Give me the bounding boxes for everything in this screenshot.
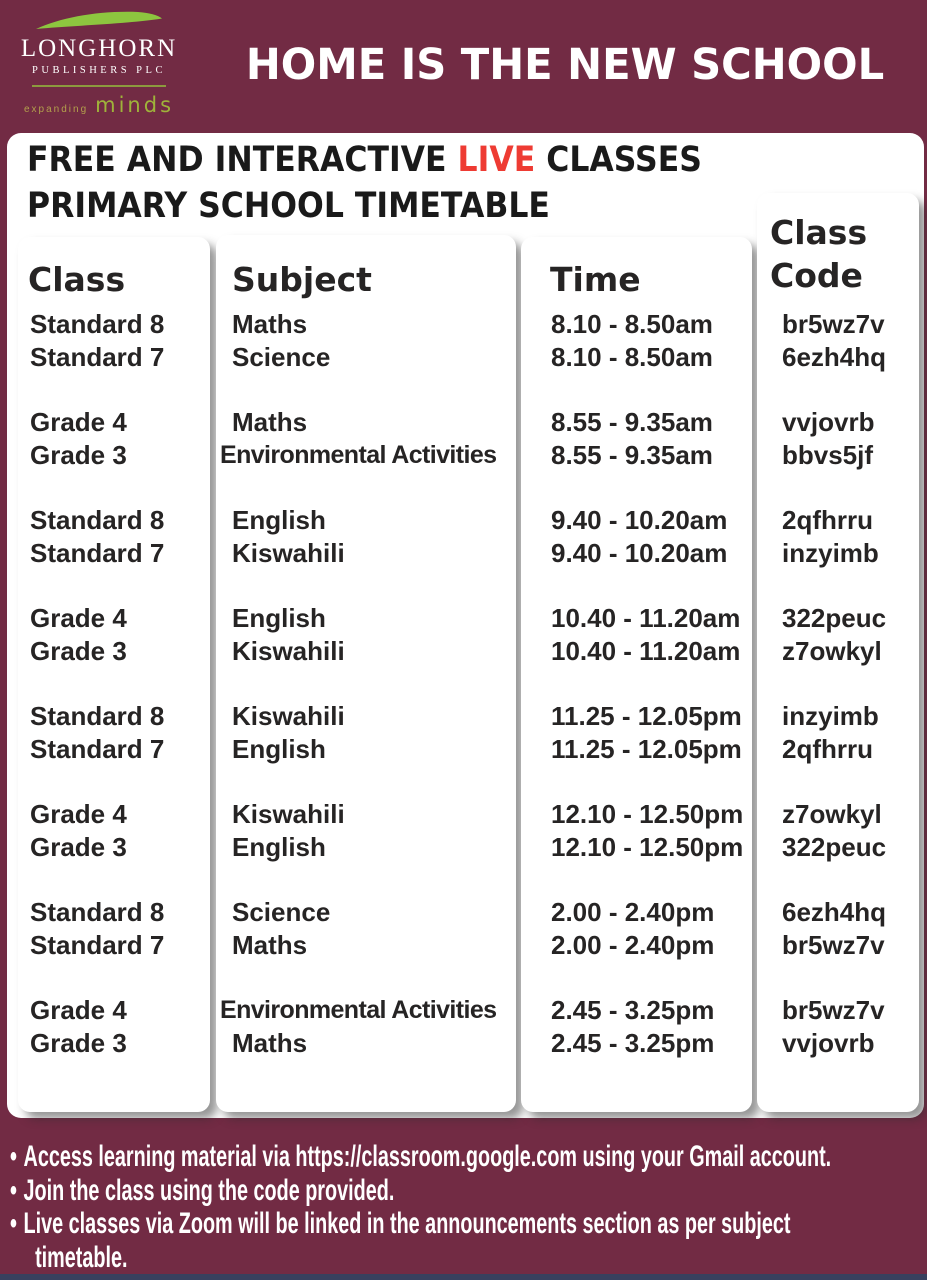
timetable-group <box>757 896 919 961</box>
table-cell-subject: Maths <box>232 309 308 339</box>
timetable-group <box>216 700 516 765</box>
subject-column-card <box>216 235 516 1112</box>
timetable-group <box>757 994 919 1059</box>
timetable-group <box>216 602 516 667</box>
table-cell-subject: Kiswahili <box>232 799 345 829</box>
subject-column-body <box>216 308 516 1059</box>
table-cell-code: 6ezh4hq <box>782 897 887 927</box>
timetable-group <box>216 994 516 1059</box>
table-cell-time: 2.00 - 2.40pm <box>551 897 715 927</box>
table-cell-class: Standard 8 <box>30 701 165 731</box>
timetable-group <box>18 994 210 1059</box>
table-cell-code: inzyimb <box>782 701 879 731</box>
timetable-group <box>757 602 919 667</box>
table-cell-time: 2.45 - 3.25pm <box>551 1027 715 1058</box>
class-column-body <box>18 308 210 1059</box>
timetable-group <box>757 308 919 373</box>
timetable-group <box>757 504 919 569</box>
table-cell-code: z7owkyl <box>782 635 882 666</box>
logo-tagline <box>18 93 180 117</box>
table-cell-code: 2qfhrru <box>782 733 873 764</box>
class-column-header: Class <box>28 260 126 299</box>
logo-divider <box>32 85 166 87</box>
timetable-group <box>757 700 919 765</box>
timetable-group <box>18 308 210 373</box>
table-cell-code: br5wz7v <box>782 929 885 960</box>
table-cell-subject: Maths <box>232 407 308 437</box>
table-cell-subject: English <box>232 603 326 633</box>
table-cell-time: 10.40 - 11.20am <box>551 603 741 633</box>
table-cell-code: 2qfhrru <box>782 505 873 535</box>
table-cell-code: 322peuc <box>782 831 887 862</box>
table-cell-code: z7owkyl <box>782 799 882 829</box>
timetable-group <box>18 602 210 667</box>
table-cell-time: 12.10 - 12.50pm <box>551 799 744 829</box>
timetable-group <box>521 406 752 471</box>
table-cell-time: 12.10 - 12.50pm <box>551 831 744 862</box>
table-cell-class: Grade 4 <box>30 799 127 829</box>
footer-bullet-line: • Join the class using the code provided. <box>10 1173 395 1207</box>
timetable-group <box>216 406 516 471</box>
table-cell-subject: English <box>232 831 326 862</box>
table-cell-subject: Environmental Activities <box>220 996 497 1024</box>
timetable-group <box>216 896 516 961</box>
timetable-group <box>18 798 210 863</box>
table-cell-subject: Kiswahili <box>232 635 345 666</box>
table-cell-class: Standard 7 <box>30 341 165 372</box>
table-cell-subject: Kiswahili <box>232 537 345 568</box>
table-cell-class: Grade 3 <box>30 831 127 862</box>
table-cell-code: br5wz7v <box>782 995 885 1025</box>
class-code-column-body <box>757 308 919 1059</box>
timetable-group <box>18 406 210 471</box>
table-cell-code: vvjovrb <box>782 407 875 437</box>
table-cell-class: Standard 8 <box>30 309 165 339</box>
timetable-group <box>757 406 919 471</box>
table-cell-class: Grade 3 <box>30 1027 127 1058</box>
table-cell-code: br5wz7v <box>782 309 885 339</box>
bottom-accent-bar <box>0 1274 927 1280</box>
footer-continuation-line: timetable. <box>35 1240 128 1274</box>
time-column-card <box>521 237 752 1112</box>
content-panel <box>7 133 924 1118</box>
table-cell-class: Grade 4 <box>30 603 127 633</box>
leaf-swoosh-icon <box>34 10 164 30</box>
timetable-group <box>521 504 752 569</box>
logo-brand-subtitle: PUBLISHERS PLC <box>32 65 166 77</box>
longhorn-logo <box>18 10 180 117</box>
time-column-header: Time <box>550 260 641 299</box>
table-cell-time: 2.45 - 3.25pm <box>551 995 715 1025</box>
timetable-group <box>18 896 210 961</box>
timetable-group <box>18 700 210 765</box>
table-cell-code: inzyimb <box>782 537 879 568</box>
table-cell-code: 322peuc <box>782 603 887 633</box>
table-cell-time: 8.10 - 8.50am <box>551 309 713 339</box>
table-cell-time: 11.25 - 12.05pm <box>551 701 742 731</box>
timetable-group <box>521 896 752 961</box>
tagline-minds: minds <box>95 93 175 118</box>
title-post: CLASSES <box>535 140 702 180</box>
title-live-highlight: LIVE <box>457 140 536 180</box>
table-cell-class: Grade 3 <box>30 439 127 470</box>
footer-bullet-line: • Access learning material via https://classroom.google.com using your Gmail account. <box>10 1140 832 1173</box>
table-cell-time: 9.40 - 10.20am <box>551 537 728 568</box>
table-cell-class: Standard 8 <box>30 897 165 927</box>
table-cell-class: Standard 7 <box>30 733 165 764</box>
table-cell-time: 8.10 - 8.50am <box>551 341 713 372</box>
table-cell-time: 8.55 - 9.35am <box>551 407 713 437</box>
table-cell-time: 9.40 - 10.20am <box>551 505 728 535</box>
timetable-group <box>216 798 516 863</box>
bullet-icon: • <box>10 1140 17 1173</box>
table-cell-subject: English <box>232 505 326 535</box>
class-code-column-header: Class Code <box>770 213 868 295</box>
timetable-group <box>216 308 516 373</box>
table-cell-time: 11.25 - 12.05pm <box>551 733 742 764</box>
table-cell-time: 8.55 - 9.35am <box>551 439 713 470</box>
table-cell-subject: Maths <box>232 1027 308 1058</box>
bullet-icon: • <box>10 1207 17 1240</box>
timetable-group <box>521 602 752 667</box>
timetable-group <box>216 504 516 569</box>
footer-bullet-line: • Live classes via Zoom will be linked in the announcements section as per subject <box>10 1207 791 1240</box>
table-cell-subject: Maths <box>232 929 308 960</box>
logo-brand-name: LONGHORN <box>20 35 178 62</box>
table-cell-class: Standard 7 <box>30 929 165 960</box>
table-cell-subject: Environmental Activities <box>220 440 497 469</box>
table-cell-time: 2.00 - 2.40pm <box>551 929 715 960</box>
table-cell-code: bbvs5jf <box>782 439 874 470</box>
timetable-group <box>521 994 752 1059</box>
table-cell-time: 10.40 - 11.20am <box>551 635 741 666</box>
table-cell-subject: Science <box>232 897 331 927</box>
class-code-column-card <box>757 193 919 1112</box>
table-cell-class: Standard 7 <box>30 537 165 568</box>
table-cell-class: Standard 8 <box>30 505 165 535</box>
subject-column-header: Subject <box>232 260 372 299</box>
table-cell-class: Grade 4 <box>30 995 127 1025</box>
page-title-line2: PRIMARY SCHOOL TIMETABLE <box>27 186 550 226</box>
table-cell-class: Grade 4 <box>30 407 127 437</box>
table-cell-subject: English <box>232 733 326 764</box>
table-cell-code: 6ezh4hq <box>782 341 887 372</box>
footer-notes <box>10 1140 925 1274</box>
timetable-group <box>521 798 752 863</box>
poster-headline: HOME IS THE NEW SCHOOL <box>245 40 885 90</box>
class-column-card <box>18 237 210 1112</box>
timetable-group <box>18 504 210 569</box>
tagline-expanding: expanding <box>23 104 89 116</box>
table-cell-class: Grade 3 <box>30 635 127 666</box>
time-column-body <box>521 308 752 1059</box>
header <box>0 0 927 133</box>
title-pre: FREE AND INTERACTIVE <box>27 140 458 180</box>
timetable-group <box>521 308 752 373</box>
table-cell-code: vvjovrb <box>782 1027 875 1058</box>
bullet-icon: • <box>10 1173 17 1207</box>
timetable-group <box>757 798 919 863</box>
timetable-group <box>521 700 752 765</box>
table-cell-subject: Science <box>232 341 331 372</box>
table-cell-subject: Kiswahili <box>232 701 345 731</box>
page-title-line1 <box>27 140 702 180</box>
